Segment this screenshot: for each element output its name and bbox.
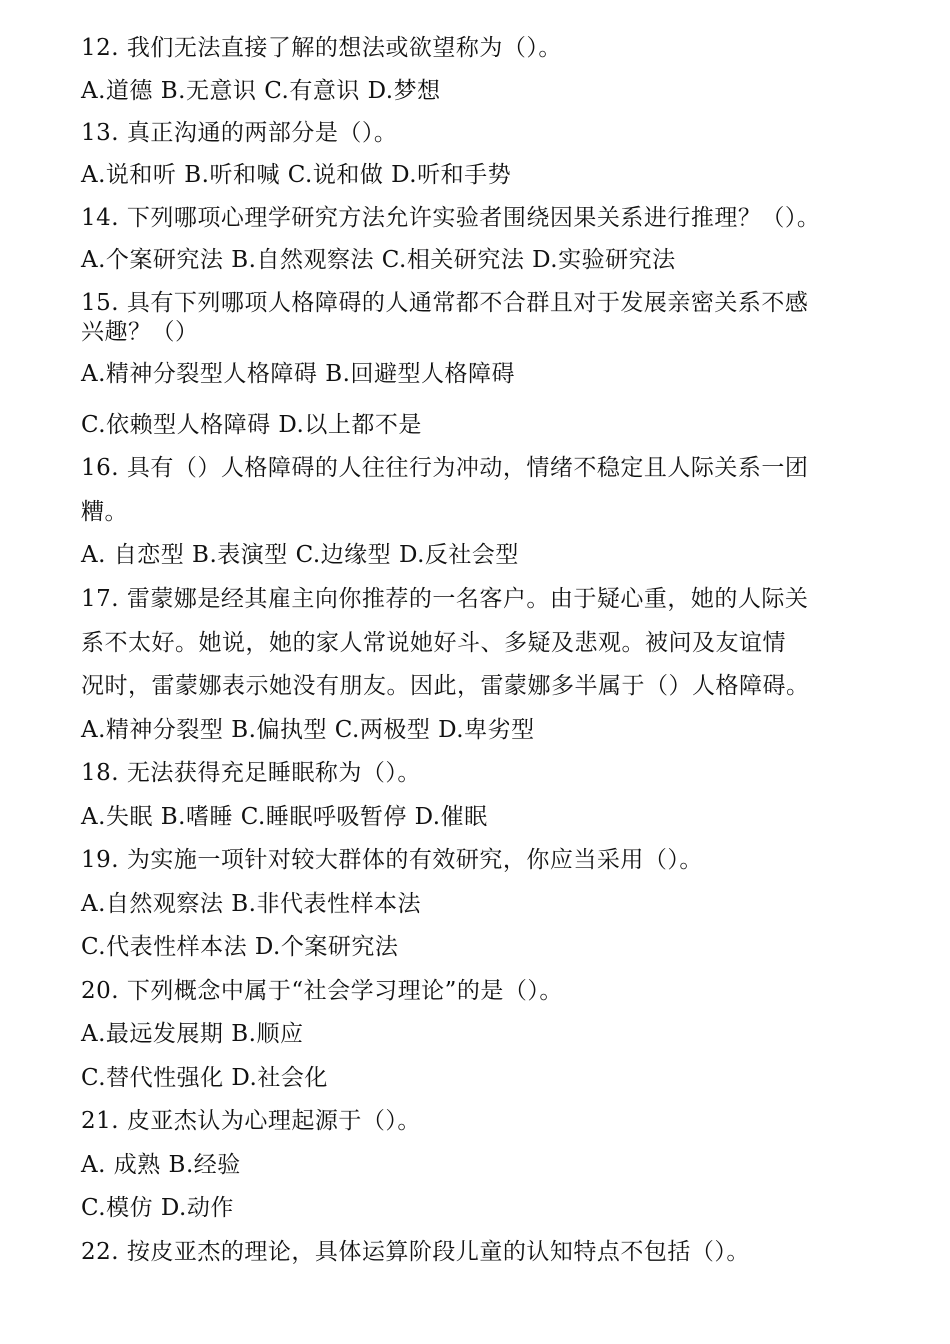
- question-18: 18. 无法获得充足睡眠称为（）。: [81, 760, 421, 786]
- question-16: 16. 具有（）人格障碍的人往往行为冲动，情绪不稳定且人际关系一团: [81, 455, 809, 481]
- question-22: 22. 按皮亚杰的理论，具体运算阶段儿童的认知特点不包括（）。: [81, 1239, 750, 1265]
- question-20-options-cd: C.替代性强化 D.社会化: [81, 1065, 328, 1091]
- question-21-options-ab: A. 成熟 B.经验: [81, 1152, 241, 1178]
- question-17: 17. 雷蒙娜是经其雇主向你推荐的一名客户。由于疑心重，她的人际关: [81, 586, 809, 612]
- question-14: 14. 下列哪项心理学研究方法允许实验者围绕因果关系进行推理？（）。: [81, 205, 821, 231]
- question-12: 12. 我们无法直接了解的想法或欲望称为（）。: [81, 35, 562, 61]
- question-15: 15. 具有下列哪项人格障碍的人通常都不合群且对于发展亲密关系不感: [81, 290, 809, 316]
- question-19: 19. 为实施一项针对较大群体的有效研究，你应当采用（）。: [81, 847, 703, 873]
- question-13-options: A.说和听 B.听和喊 C.说和做 D.听和手势: [81, 162, 512, 188]
- question-17-options: A.精神分裂型 B.偏执型 C.两极型 D.卑劣型: [81, 717, 535, 743]
- question-21-options-cd: C.模仿 D.动作: [81, 1195, 234, 1221]
- question-19-options-ab: A.自然观察法 B.非代表性样本法: [81, 891, 421, 917]
- question-15-continued: 兴趣？（）: [81, 319, 199, 345]
- question-15-options-ab: A.精神分裂型人格障碍 B.回避型人格障碍: [81, 361, 515, 387]
- question-20-options-ab: A.最远发展期 B.顺应: [81, 1021, 304, 1047]
- question-19-options-cd: C.代表性样本法 D.个案研究法: [81, 934, 399, 960]
- question-16-continued: 糟。: [81, 499, 128, 525]
- question-17-line-3: 况时，雷蒙娜表示她没有朋友。因此，雷蒙娜多半属于（）人格障碍。: [81, 673, 810, 699]
- question-16-options: A. 自恋型 B.表演型 C.边缘型 D.反社会型: [81, 542, 519, 568]
- question-17-line-2: 系不太好。她说，她的家人常说她好斗、多疑及悲观。被问及友谊情: [81, 630, 786, 656]
- question-21: 21. 皮亚杰认为心理起源于（）。: [81, 1108, 421, 1134]
- question-15-options-cd: C.依赖型人格障碍 D.以上都不是: [81, 412, 422, 438]
- question-18-options: A.失眠 B.嗜睡 C.睡眠呼吸暂停 D.催眠: [81, 804, 488, 830]
- question-13: 13. 真正沟通的两部分是（）。: [81, 120, 398, 146]
- question-14-options: A.个案研究法 B.自然观察法 C.相关研究法 D.实验研究法: [81, 247, 676, 273]
- question-12-options: A.道德 B.无意识 C.有意识 D.梦想: [81, 78, 441, 104]
- question-20: 20. 下列概念中属于“社会学习理论”的是（）。: [81, 978, 563, 1004]
